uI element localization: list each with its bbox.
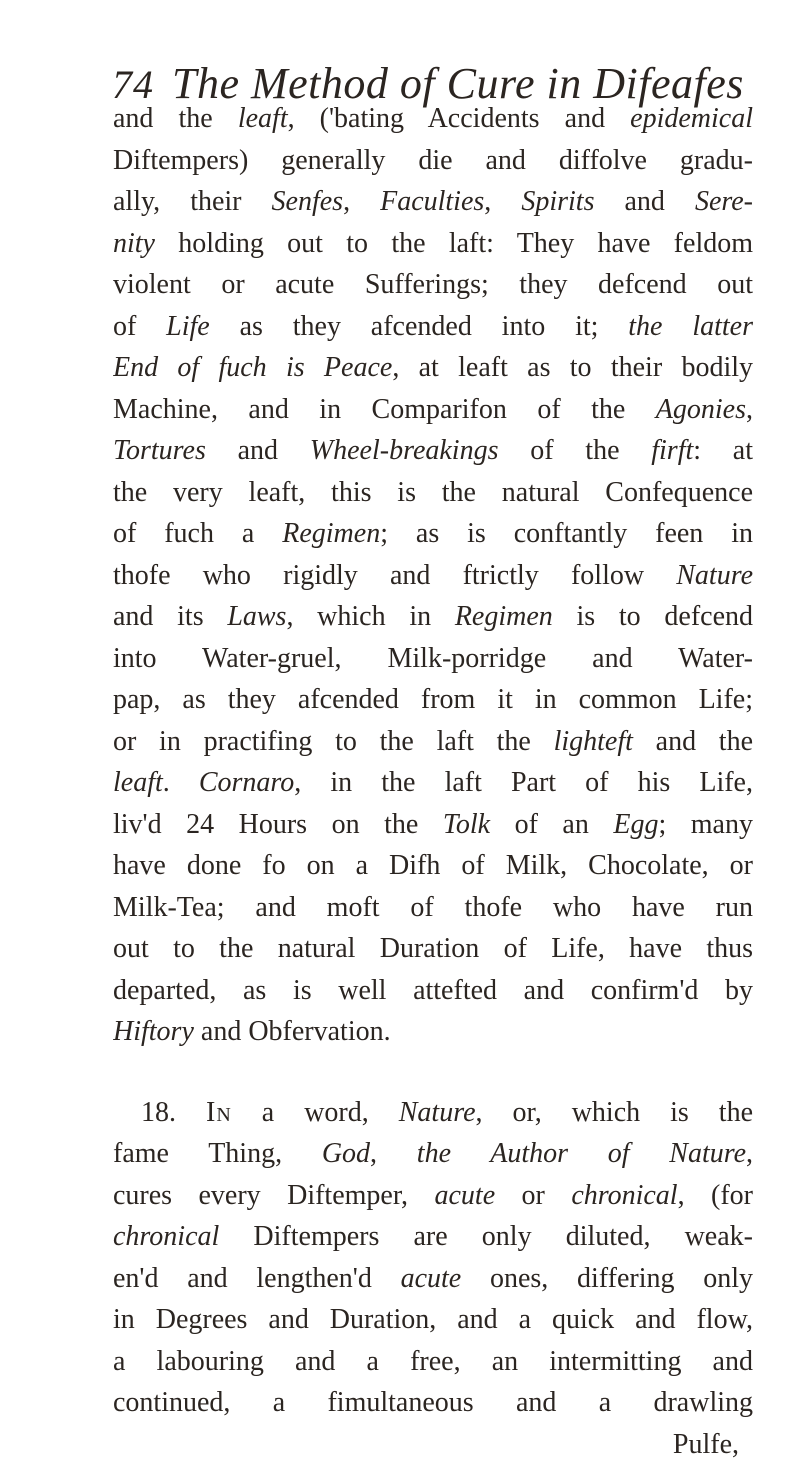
text-line (113, 513, 753, 555)
italic-run: lighteft (553, 725, 633, 757)
text-line (113, 347, 753, 389)
italic-run: Regimen (282, 518, 381, 549)
italic-run: Hiftory (113, 1016, 194, 1047)
text-line (113, 1382, 753, 1424)
text-line (113, 928, 753, 970)
body-text (113, 98, 753, 1465)
text-line (113, 264, 753, 306)
text-line (113, 970, 753, 1012)
italic-run: Life (166, 310, 210, 342)
text-line (113, 389, 753, 431)
page-number: 74 (112, 62, 154, 107)
text-line (113, 845, 753, 887)
text-run: departed, as is well attefted and confirm'd by (113, 974, 753, 1006)
text-run: , ('bating Accidents and (287, 103, 631, 134)
text-run: . (162, 767, 199, 798)
paragraph-2 (113, 1092, 753, 1424)
text-run: and the (113, 103, 238, 134)
text-line (113, 1341, 753, 1383)
text-run: or in practifing to the laft the (113, 725, 554, 757)
italic-run: Regimen (454, 601, 553, 632)
text-run: ; many (658, 808, 753, 840)
text-run: , (484, 186, 522, 217)
text-run: into Water-gruel, Milk-porridge and Water- (113, 642, 753, 674)
text-line (113, 1299, 753, 1341)
italic-run: chronical (571, 1179, 678, 1211)
text-line (113, 140, 753, 182)
text-line (113, 98, 753, 140)
text-run: and Obfervation. (193, 1016, 391, 1047)
text-line (113, 181, 753, 223)
text-run: ally, their (113, 186, 272, 217)
text-line (113, 887, 753, 929)
text-run: , (370, 1138, 417, 1169)
italic-run: nity (113, 227, 155, 259)
text-run: ones, differing only (461, 1262, 753, 1294)
text-run: is to defcend (552, 601, 753, 632)
text-run: , or, which is the (475, 1096, 753, 1128)
text-run: in Degrees and Duration, and a quick and flow, (113, 1304, 753, 1335)
text-run: as they afcended into it; (209, 310, 629, 342)
text-run: fame Thing, (113, 1138, 322, 1169)
text-line (113, 679, 753, 721)
text-run: have done fo on a Difh of Milk, Chocolate, or (113, 850, 753, 881)
paragraph-gap (113, 1053, 753, 1092)
text-run: , (for (677, 1179, 753, 1211)
text-line (113, 638, 753, 680)
text-run: violent or acute Sufferings; they defcend out (113, 269, 753, 300)
text-line (113, 1216, 753, 1258)
italic-run: Tolk (442, 808, 491, 840)
text-run: and (594, 186, 695, 217)
text-line (113, 721, 753, 763)
text-run: of an (490, 808, 614, 840)
italic-run: Laws (227, 601, 287, 632)
text-line (113, 430, 753, 472)
text-run: en'd and lengthen'd (113, 1262, 401, 1294)
italic-run: Egg (613, 808, 659, 840)
text-run: holding out to the laft: They have feldom (155, 227, 753, 259)
text-run: , in the laft Part of his Life, (294, 767, 753, 798)
italic-run: leaft (237, 103, 288, 134)
italic-run: Nature (398, 1096, 476, 1128)
italic-run: God (321, 1138, 371, 1169)
text-run: Milk-Tea; and moft of thofe who have run (113, 891, 753, 923)
running-title: The Method of Cure in Difeafes (172, 59, 744, 108)
italic-run: Agonies (655, 393, 746, 425)
text-run: , (746, 393, 753, 425)
italic-run: leaft (113, 767, 163, 798)
text-run: and its (113, 601, 228, 632)
text-run: the very leaft, this is the natural Confequence (113, 476, 753, 508)
text-line (113, 804, 753, 846)
text-line (113, 1258, 753, 1300)
text-run: cures every Diftemper, (113, 1179, 435, 1211)
text-run: and the (632, 725, 753, 757)
text-run: of fuch a (113, 518, 283, 549)
text-line (113, 472, 753, 514)
text-run: pap, as they afcended from it in common Life; (113, 684, 753, 715)
text-run: , (746, 1138, 753, 1169)
text-run: thofe who rigidly and ftrictly follow (113, 559, 677, 591)
italic-run: chronical (113, 1221, 220, 1252)
italic-run: acute (434, 1179, 496, 1211)
text-line (113, 223, 753, 265)
text-run: 18. (141, 1096, 206, 1128)
italic-run: Sere- (694, 186, 753, 217)
text-run: , which in (286, 601, 455, 632)
italic-run: the Author of Nature (416, 1138, 747, 1169)
italic-run: Cornaro (198, 767, 295, 798)
text-run: a labouring and a free, an intermitting and (113, 1345, 753, 1377)
text-run: Diftempers) generally die and diffolve gradu- (113, 144, 753, 176)
text-run: a word, (231, 1096, 399, 1128)
text-run: of (113, 310, 167, 342)
text-line (113, 1175, 753, 1217)
italic-run: epidemical (630, 103, 753, 134)
text-line (113, 762, 753, 804)
text-run: Machine, and in Comparifon of the (113, 393, 656, 425)
italic-run: Faculties (380, 186, 485, 217)
text-run: of the (498, 435, 652, 466)
italic-run: Spirits (521, 186, 595, 217)
text-line (113, 1011, 753, 1053)
text-run: continued, a fimultaneous and a drawling (113, 1387, 753, 1418)
italic-run: End of fuch is Peace (113, 352, 393, 383)
text-run: and (205, 435, 310, 466)
italic-run: Wheel-breakings (309, 435, 499, 466)
paragraph-1 (113, 98, 753, 1053)
text-line (113, 1092, 753, 1134)
text-run: In (206, 1096, 232, 1128)
text-line (113, 596, 753, 638)
text-run: or (495, 1179, 572, 1211)
text-line (113, 555, 753, 597)
text-run: ; as is conftantly feen in (380, 518, 753, 549)
text-line (113, 306, 753, 348)
text-run: Diftempers are only diluted, weak- (219, 1221, 753, 1252)
text-run: liv'd 24 Hours on the (113, 808, 443, 840)
italic-run: Senfes (271, 186, 344, 217)
text-run: , (343, 186, 381, 217)
text-run: : at (693, 435, 753, 466)
italic-run: Nature (676, 559, 753, 591)
text-run: out to the natural Duration of Life, have thus (113, 933, 753, 964)
italic-run: the latter (628, 310, 753, 342)
italic-run: acute (400, 1262, 462, 1294)
catchword: Pulfe, (672, 1428, 739, 1460)
text-run: , at leaft as to their bodily (392, 352, 753, 383)
italic-run: firft (651, 435, 694, 466)
text-line (113, 1133, 753, 1175)
italic-run: Tortures (113, 435, 206, 466)
